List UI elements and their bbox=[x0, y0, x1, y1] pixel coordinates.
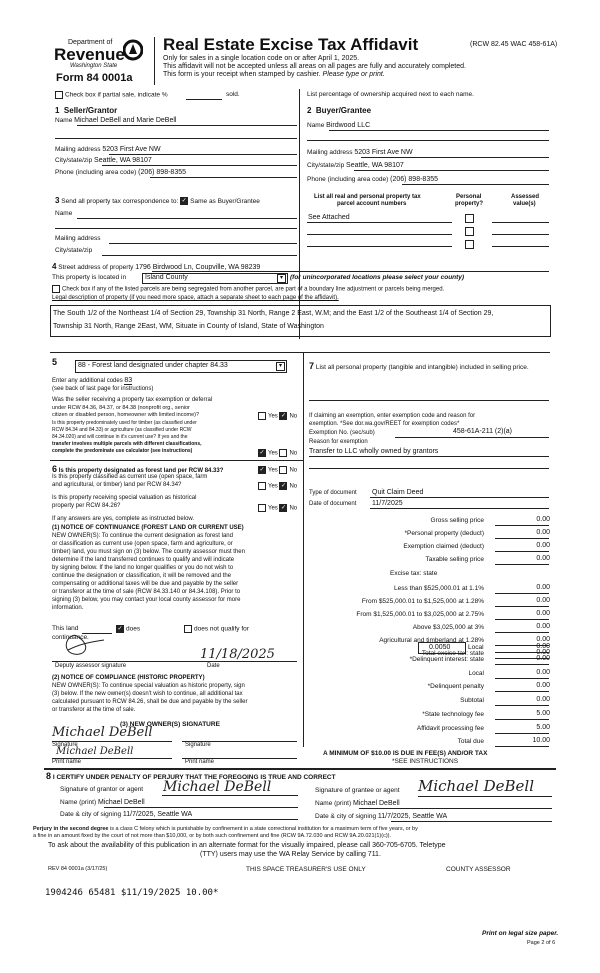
see-instructions: *SEE INSTRUCTIONS bbox=[392, 758, 459, 765]
notice1-5: by signing below. If the land no longer qualifies or you do not wish to bbox=[52, 565, 234, 571]
seller-mail-label: Mailing address bbox=[55, 146, 101, 153]
parcel-entry[interactable]: See Attached bbox=[308, 214, 350, 221]
property-address[interactable]: 1796 Birdwood Ln, Coupville, WA 98239 bbox=[135, 264, 261, 271]
state-tax-row-0-value[interactable]: 0.00 bbox=[536, 584, 550, 591]
tax-row2-4-label: *State technology fee bbox=[422, 710, 484, 718]
q2-line-d: transfer involves multiple parcels with different classifications, bbox=[52, 441, 202, 447]
s6-q3-no-label: No bbox=[289, 505, 298, 512]
legal-description-field[interactable] bbox=[50, 305, 551, 337]
tax-row-1-value[interactable]: 0.00 bbox=[536, 529, 550, 536]
notice1-7: compensating or additional taxes will be due and payable by the seller bbox=[52, 581, 239, 587]
tax-row-3-label: Taxable selling price bbox=[425, 556, 484, 563]
ask-line-1: To ask about the availability of this publication in an alternate format for the visually impaired, please call 360-705-6705. Teletype bbox=[48, 842, 446, 849]
owner-print-label-2: Print name bbox=[185, 759, 215, 765]
seller-heading: Seller/Grantor bbox=[63, 106, 118, 115]
state-tax-row-5-value[interactable]: 0.00 bbox=[536, 649, 550, 656]
s6-q2-a: Is this property classified as current use (open space, farm bbox=[52, 474, 208, 480]
s6-q2-yes-checkbox[interactable] bbox=[258, 482, 266, 490]
notice2-1: NEW OWNER(S): To continue special valuation as historic property, sign bbox=[52, 683, 245, 689]
state-tax-row-1-label: From $525,000.01 to $1,525,000 at 1.28% bbox=[361, 598, 484, 605]
personal-property-checkbox-3[interactable] bbox=[465, 240, 474, 249]
state-tax-row-4-label: Agricultural and timberland at 1.28% bbox=[379, 637, 484, 644]
personal-property-checkbox-2[interactable] bbox=[465, 227, 474, 236]
q2-no-checkbox[interactable] bbox=[279, 449, 287, 457]
notice1-9: signing (3) below, you may contact your local county assessor for more bbox=[52, 597, 241, 603]
s6-q2-no-checkbox[interactable]: ✓ bbox=[280, 483, 286, 489]
corr-mail-label: Mailing address bbox=[55, 235, 101, 242]
list-percentage-note: List percentage of ownership acquired next to each name. bbox=[307, 91, 474, 98]
doc-type-label: Type of document bbox=[309, 490, 357, 496]
deputy-signature-label: Deputy assessor signature bbox=[55, 663, 127, 669]
seller-name-label: Name bbox=[55, 117, 73, 124]
seller-num: 1 bbox=[55, 106, 60, 115]
doc-date-label: Date of document bbox=[309, 501, 357, 507]
tax-row2-6-value[interactable]: 10.00 bbox=[532, 737, 550, 745]
notice1-6: continue the designation or classification, it will be removed and the bbox=[52, 573, 232, 579]
exempt-line-2: exemption. *See dor.wa.gov/REET for exemption codes* bbox=[309, 421, 460, 427]
notice1-2: or classification as current use (open space, farm and agriculture, or bbox=[52, 541, 233, 547]
q2-line-a: Is this property predominately used for timber (as classified under bbox=[52, 420, 197, 426]
notice2-2: (3) below. If the new owner(s) doesn't wish to continue, all additional tax bbox=[52, 691, 243, 697]
form-title-ref: (RCW 82.45 WAC 458-61A) bbox=[470, 41, 558, 48]
s6-q3-b: property per RCW 84.26? bbox=[52, 503, 121, 509]
q1-no-label: No bbox=[289, 413, 298, 420]
local-rate: 0.0050 bbox=[429, 644, 451, 651]
exempt-reason[interactable]: Transfer to LLC wholly owned by grantors bbox=[309, 448, 439, 455]
buyer-city-label: City/state/zip bbox=[307, 162, 345, 169]
s6-q1-no-checkbox[interactable] bbox=[279, 466, 287, 474]
legal-line-2: Township 31 North, Range 2East, WM, Situate in County of Island, State of Washington bbox=[53, 323, 324, 330]
chevron-down-icon: ▾ bbox=[277, 274, 286, 283]
legal-paper-note: Print on legal size paper. bbox=[482, 930, 559, 937]
segregated-label: Check box if any of the listed parcels are being segregated from another parcel, are part of a boundary line adjustment or parcels being merged. bbox=[62, 286, 445, 293]
header-subtitle-1: Only for sales in a single location code on or after April 1, 2025. bbox=[163, 55, 360, 62]
q2-line-c: 84.34.020) and will continue in it's current use? If yes and the bbox=[52, 434, 188, 440]
this-land-label: This land bbox=[52, 625, 79, 632]
tax-row-1-label: *Personal property (deduct) bbox=[404, 530, 484, 537]
notice2-3: calculated pursuant to RCW 84.26, shall be due and payable by the seller bbox=[52, 699, 248, 705]
grantee-name[interactable]: Michael DeBell bbox=[352, 800, 400, 807]
treasurer-label: THIS SPACE TREASURER'S USE ONLY bbox=[246, 866, 366, 873]
seller-mail[interactable]: 5203 First Ave NW bbox=[102, 146, 161, 153]
s6-q2-no-label: No bbox=[289, 483, 298, 490]
ask-line-2: (TTY) users may use the WA Relay Service by calling 711. bbox=[200, 851, 381, 858]
buyer-phone[interactable]: (206) 898-8355 bbox=[390, 176, 438, 183]
header-subtitle-3: This form is your receipt when stamped by cashier. bbox=[163, 71, 321, 78]
parcel-col3b: value(s) bbox=[513, 201, 536, 207]
continuance-label: continuance. bbox=[52, 634, 89, 641]
header-subtitle-3-italic: Please type or print. bbox=[322, 71, 385, 78]
additional-codes-label: Enter any additional codes bbox=[52, 378, 123, 384]
grantor-signature[interactable]: Michael DeBell bbox=[163, 779, 272, 795]
tax-row2-0-label: *Delinquent interest: state bbox=[409, 656, 484, 663]
q1-line-a: Was the seller receiving a property tax exemption or deferral bbox=[52, 397, 213, 403]
buyer-mail[interactable]: 5203 First Ave NW bbox=[354, 149, 413, 156]
seller-city[interactable]: Seattle, WA 98107 bbox=[94, 157, 152, 164]
buyer-name-label: Name bbox=[307, 122, 325, 129]
tax-row2-3-label: Subtotal bbox=[460, 697, 484, 705]
q1-line-c: citizen or disabled person, homeowner with limited income)? bbox=[52, 412, 200, 418]
grantor-name[interactable]: Michael DeBell bbox=[97, 799, 145, 806]
s6-q2-b: and agricultural, or timber) land per RCW 84.34? bbox=[52, 482, 182, 488]
q2-line-b: RCW 84.34 and 84.33) or agriculture (as classified under RCW bbox=[52, 427, 192, 433]
owner-signature-image[interactable]: Michael DeBell bbox=[52, 725, 153, 740]
land-use-code-select[interactable] bbox=[75, 360, 287, 373]
perjury-line-2: a fine in an amount fixed by the court of not more than $10,000, or by both such confinement and fine (RCW 9A.72.030 and RCW 9A.20.021(1)(c)). bbox=[33, 833, 392, 839]
q1-yes-label: Yes bbox=[268, 413, 278, 420]
tax-row2-3-value[interactable]: 0.00 bbox=[536, 696, 550, 704]
additional-codes[interactable]: 83 bbox=[124, 377, 133, 384]
parcel-col2: Personal bbox=[456, 194, 482, 200]
dept-name: Revenue bbox=[54, 45, 125, 64]
local-rate-field[interactable] bbox=[418, 642, 466, 654]
notice1-title: (1) NOTICE OF CONTINUANCE (FOREST LAND OR CURRENT USE) bbox=[52, 525, 244, 531]
dept-state: Washington State bbox=[70, 63, 118, 69]
parcel-col2b: property? bbox=[455, 201, 484, 207]
s6-q3-no-checkbox[interactable]: ✓ bbox=[280, 505, 286, 511]
state-tax-row-3-value[interactable]: 0.00 bbox=[536, 623, 550, 630]
tax-row2-4-value[interactable]: 5.00 bbox=[536, 709, 550, 717]
address-num: 4 bbox=[52, 262, 57, 271]
owner-signature-label: Signature bbox=[52, 742, 78, 748]
dept-line1: Department of bbox=[68, 39, 113, 46]
deputy-date-value[interactable]: 11/18/2025 bbox=[200, 647, 275, 662]
segregated-checkbox[interactable] bbox=[52, 285, 60, 293]
section6-num: 6 bbox=[52, 464, 58, 474]
grantee-name-label: Name (print) bbox=[315, 800, 352, 807]
tax-row2-6-label: Total due bbox=[457, 738, 484, 746]
page-number: Page 2 of 6 bbox=[527, 940, 556, 946]
same-as-buyer-label: Same as Buyer/Grantee bbox=[190, 198, 260, 205]
perjury-line-1: is a class C felony which is punishable by confinement in a state correctional institution for a maximum term of five years, or by bbox=[110, 826, 418, 832]
s6-q3-yes-label: Yes bbox=[268, 505, 278, 512]
tax-row-2-value[interactable]: 0.00 bbox=[536, 542, 550, 549]
certify-statement: I CERTIFY UNDER PENALTY OF PERJURY THAT THE FOREGOING IS TRUE AND CORRECT bbox=[52, 774, 336, 781]
seller-city-label: City/state/zip bbox=[55, 157, 93, 164]
state-tax-row-1-value[interactable]: 0.00 bbox=[536, 597, 550, 604]
local-label: Local bbox=[468, 644, 484, 651]
exempt-line-1: If claiming an exemption, enter exemption code and reason for bbox=[309, 413, 476, 419]
q2-no-label: No bbox=[289, 450, 298, 457]
parcel-col1: List all real and personal property tax bbox=[314, 194, 421, 200]
owner-print-label: Print name bbox=[52, 759, 82, 765]
grantor-date[interactable]: 11/7/2025, Seattle WA bbox=[122, 811, 193, 818]
county-assessor-label: COUNTY ASSESSOR bbox=[446, 866, 511, 873]
tax-row2-2-value[interactable]: 0.00 bbox=[536, 682, 550, 690]
s6-q3-yes-checkbox[interactable] bbox=[258, 504, 266, 512]
partial-sale-label: Check box if partial sale, indicate % bbox=[65, 91, 168, 99]
q1-no-checkbox[interactable]: ✓ bbox=[280, 413, 286, 419]
notice1-8: or transferor at the time of sale (RCW 84.33.140 or 84.34.108). Prior to bbox=[52, 589, 241, 595]
notice1-1: NEW OWNER(S): To continue the current designation as forest land bbox=[52, 533, 233, 539]
q2-line-e: complete the predominate use calculator (see instructions) bbox=[52, 448, 193, 454]
grantee-sig-label: Signature of grantee or agent bbox=[315, 787, 400, 794]
parcel-col3: Assessed bbox=[511, 194, 540, 200]
q2-yes-checkbox[interactable]: ✓ bbox=[259, 450, 265, 456]
tax-row2-1-value[interactable]: 0.00 bbox=[536, 668, 550, 676]
state-tax-row-2-value[interactable]: 0.00 bbox=[536, 610, 550, 617]
s6-q1-no-label: No bbox=[289, 467, 298, 474]
exempt-no[interactable]: 458-61A-211 (2)(a) bbox=[453, 428, 513, 435]
if-yes-note: If any answers are yes, complete as instructed below. bbox=[52, 516, 195, 522]
buyer-city[interactable]: Seattle, WA 98107 bbox=[346, 162, 404, 169]
tax-row-2-label: Exemption claimed (deduct) bbox=[403, 543, 484, 550]
perjury-bold: Perjury in the second degree bbox=[33, 826, 109, 832]
does-label: does bbox=[126, 625, 141, 633]
rev-label: REV 84 0001a (3/17/25) bbox=[48, 866, 108, 872]
q1-line-b: under RCW 84.36, 84.37, or 84.38 (nonprofit org., senior bbox=[52, 405, 190, 411]
owner-signature-title: (3) NEW OWNER(S) SIGNATURE bbox=[120, 721, 220, 728]
grantee-signature[interactable]: Michael DeBell bbox=[418, 777, 535, 795]
section7-num: 7 bbox=[309, 361, 315, 371]
section8-num: 8 bbox=[46, 771, 52, 781]
doc-type[interactable]: Quit Claim Deed bbox=[372, 489, 424, 496]
tax-row-0-value[interactable]: 0.00 bbox=[536, 516, 550, 523]
buyer-mail-label: Mailing address bbox=[307, 149, 353, 156]
grantor-name-label: Name (print) bbox=[60, 799, 97, 806]
tax-row2-5-value[interactable]: 5.00 bbox=[536, 723, 550, 731]
tax-row-0-label: Gross selling price bbox=[430, 517, 484, 524]
buyer-num: 2 bbox=[307, 106, 312, 115]
same-as-buyer-checkbox[interactable]: ✓ bbox=[181, 198, 187, 205]
s6-q2-yes-label: Yes bbox=[268, 483, 278, 490]
s6-q1: Is this property designated as forest land per RCW 84.33? bbox=[58, 468, 224, 474]
correspondence-num: 3 bbox=[55, 196, 60, 205]
partial-sale-checkbox[interactable] bbox=[55, 91, 63, 99]
exempt-no-label: Exemption No. (sec/sub) bbox=[309, 430, 375, 436]
partial-sold-label: sold. bbox=[226, 91, 240, 98]
s6-q1-yes-checkbox[interactable]: ✓ bbox=[259, 467, 265, 473]
state-tax-row-2-label: From $1,525,000.01 to $3,025,000 at 2.75% bbox=[356, 611, 484, 618]
tax-row-3-value[interactable]: 0.00 bbox=[536, 555, 550, 562]
state-tax-row-0-label: Less than $525,000.01 at 1.1% bbox=[394, 585, 484, 592]
address-label: Street address of property bbox=[58, 264, 134, 271]
see-back-note: (see back of last page for instructions) bbox=[52, 386, 154, 392]
correspondence-label: Send all property tax correspondence to: bbox=[61, 198, 179, 205]
buyer-phone-label: Phone (including area code) bbox=[307, 176, 389, 183]
state-tax-row-3-label: Above $3,025,000 at 3% bbox=[412, 624, 484, 631]
land-use-code: 88 - Forest land designated under chapter 84.33 bbox=[78, 362, 228, 369]
deputy-signature-image bbox=[60, 628, 110, 658]
local-value[interactable]: 0.00 bbox=[536, 643, 550, 650]
section5-num: 5 bbox=[52, 357, 58, 367]
dor-logo-icon bbox=[123, 39, 143, 61]
county-select[interactable] bbox=[142, 273, 288, 284]
notice1-10: information. bbox=[52, 605, 84, 611]
unincorporated-note: (for unincorporated locations please select your county) bbox=[290, 274, 465, 281]
tax-row2-0-value[interactable]: 0.00 bbox=[536, 655, 550, 662]
located-label: This property is located in bbox=[52, 274, 127, 281]
state-tax-row-4-value[interactable]: 0.00 bbox=[536, 636, 550, 643]
grantor-sig-label: Signature of grantor or agent bbox=[60, 786, 144, 793]
grantor-date-label: Date & city of signing bbox=[60, 811, 122, 818]
legal-label: Legal description of property (if you need more space, attach a separate sheet to each page of the affidavit). bbox=[52, 295, 339, 301]
form-title: Real Estate Excise Tax Affidavit bbox=[163, 35, 419, 54]
tax-row2-1-label: Local bbox=[468, 669, 484, 677]
deputy-date-label: Date bbox=[207, 663, 220, 669]
form-number: Form 84 0001a bbox=[56, 72, 133, 84]
notice2-4: or transferor at the time of sale. bbox=[52, 707, 136, 713]
seller-phone[interactable]: (206) 898-8355 bbox=[138, 169, 186, 176]
excise-label: Excise tax: state bbox=[390, 570, 438, 577]
does-not-label: does not qualify for bbox=[194, 625, 249, 633]
buyer-name[interactable]: Birdwood LLC bbox=[326, 122, 371, 129]
chevron-down-icon: ▾ bbox=[276, 362, 285, 371]
land-does-not-checkbox[interactable] bbox=[184, 625, 192, 633]
seller-phone-label: Phone (including area code) bbox=[55, 169, 137, 176]
notice2-title: (2) NOTICE OF COMPLIANCE (HISTORIC PROPERTY) bbox=[52, 675, 205, 681]
corr-city-label: City/state/zip bbox=[55, 247, 93, 254]
notice1-3: timber) land, you must sign on (3) below. The county assessor must then bbox=[52, 549, 245, 555]
state-tax-row-5-label: Total excise tax: state bbox=[421, 650, 484, 657]
land-does-checkbox[interactable]: ✓ bbox=[117, 626, 123, 632]
s6-q1-yes-label: Yes bbox=[268, 467, 278, 474]
seller-name[interactable]: Michael DeBell and Marie DeBell bbox=[74, 117, 177, 124]
section7-label: List all personal property (tangible and intangible) included in selling price. bbox=[315, 364, 529, 371]
grantee-date-label: Date & city of signing bbox=[315, 813, 377, 820]
county-value: Island County bbox=[145, 274, 188, 281]
tax-row2-2-label: *Delinquent penalty bbox=[427, 683, 484, 691]
notice1-4: determine if the land transferred continues to qualify and will indicate bbox=[52, 557, 235, 563]
reason-label: Reason for exemption bbox=[309, 439, 368, 445]
minimum-note: A MINIMUM OF $10.00 IS DUE IN FEE(S) AND/OR TAX bbox=[323, 750, 488, 757]
s6-q3-a: Is this property receiving special valuation as historical bbox=[52, 495, 197, 501]
corr-name-label: Name bbox=[55, 210, 73, 217]
personal-property-checkbox-1[interactable] bbox=[465, 214, 474, 223]
receipt-stamp: 1904246 65481 $11/19/2025 10.00* bbox=[45, 888, 219, 898]
q2-yes-label: Yes bbox=[268, 450, 278, 457]
legal-line-1: The South 1/2 of the Northeast 1/4 of Section 29, Township 31 North, Range 2 East, W.M; and the East 1/2 of the Southeast 1/4 of Section 29, bbox=[53, 310, 494, 317]
owner-signature-label-2: Signature bbox=[185, 742, 211, 748]
header-subtitle-2: This affidavit will not be accepted unless all areas on all pages are fully and accurately completed. bbox=[163, 63, 466, 70]
parcel-col1b: parcel account numbers bbox=[337, 201, 407, 207]
buyer-heading: Buyer/Grantee bbox=[315, 106, 372, 115]
doc-date[interactable]: 11/7/2025 bbox=[372, 500, 403, 507]
tax-row2-5-label: Affidavit processing fee bbox=[416, 724, 484, 732]
owner-print-name[interactable]: Michael DeBell bbox=[56, 746, 134, 757]
grantee-date[interactable]: 11/7/2025, Seattle WA bbox=[377, 813, 448, 820]
q1-yes-checkbox[interactable] bbox=[258, 412, 266, 420]
